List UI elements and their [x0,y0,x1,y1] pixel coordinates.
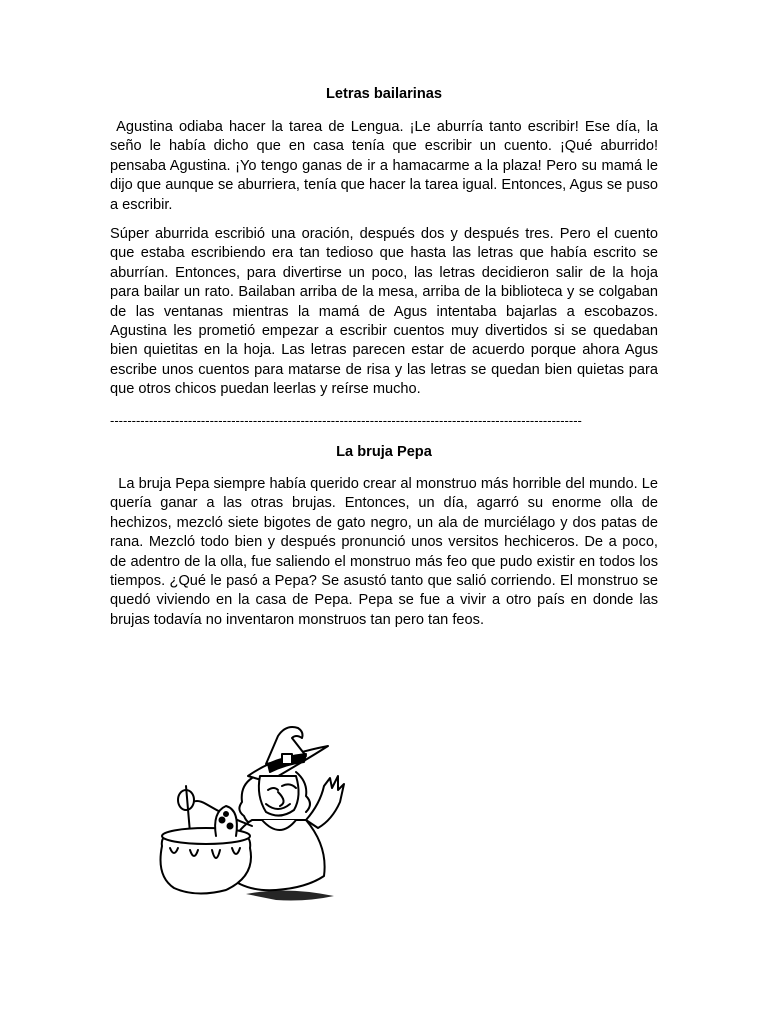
story1-paragraph-2: Súper aburrida escribió una oración, después dos y después tres. Pero el cuento que estaba escribiendo era tan tedioso que hasta las letras que había escrito se aburrían. Entonces, para divertirse un poco, las letras decidieron salir de la hoja para bailar un rato. Bailaban arriba de la mesa, arriba de la biblioteca y se colgaban de las ventanas mientras la mamá de Agus intentaba bajarlas a escobazos. Agustina les prometió empezar a escribir cuentos muy divertidos si se quedaban bien quietitas en la hoja. Las letras parecen estar de acuerdo porque ahora Agus escribe unos cuentos para matarse de risa y las letras se quedan bien quietas para que otros chicos puedan leerlas y reírse mucho. [110,226,663,398]
story1-paragraph-1: Agustina odiaba hacer la tarea de Lengua. ¡Le aburría tanto escribir! Ese día, la seño le había dicho que en casa tenía que escribir un cuento. ¡Qué aburrido! pensaba Agustina. ¡Yo tengo ganas de ir a hamacarme a la plaza! Pero su mamá le dijo que aunque se aburriera, tenía que hacer la tarea igual. Entonces, Agus se puso a escribir. [110,119,663,213]
witch-with-cauldron-illustration [156,716,350,912]
section-divider: ------------------------------------------------------------------------------------------------------------- [110,413,582,428]
story1-title: Letras bailarinas [326,86,442,102]
story2-paragraph-1: La bruja Pepa siempre había querido crear al monstruo más horrible del mundo. Le quería ganar a las otras brujas. Entonces, un día, agarró su enorme olla de hechizos, mezcló siete bigotes de gato negro, un ala de murciélago y dos patas de rana. Mezcló todo bien y después pronunció unos versitos hechiceros. De a poco, de adentro de la olla, fue saliendo el monstruo más feo que pudo existir en todos los tiempos. ¿Qué le pasó a Pepa? Se asustó tanto que salió corriendo. El monstruo se quedó viviendo en la casa de Pepa. Pepa se fue a vivir a otro país en donde las brujas todavía no inventaron monstruos tan pero tan feos. [110,476,663,628]
story2-title: La bruja Pepa [336,444,432,460]
